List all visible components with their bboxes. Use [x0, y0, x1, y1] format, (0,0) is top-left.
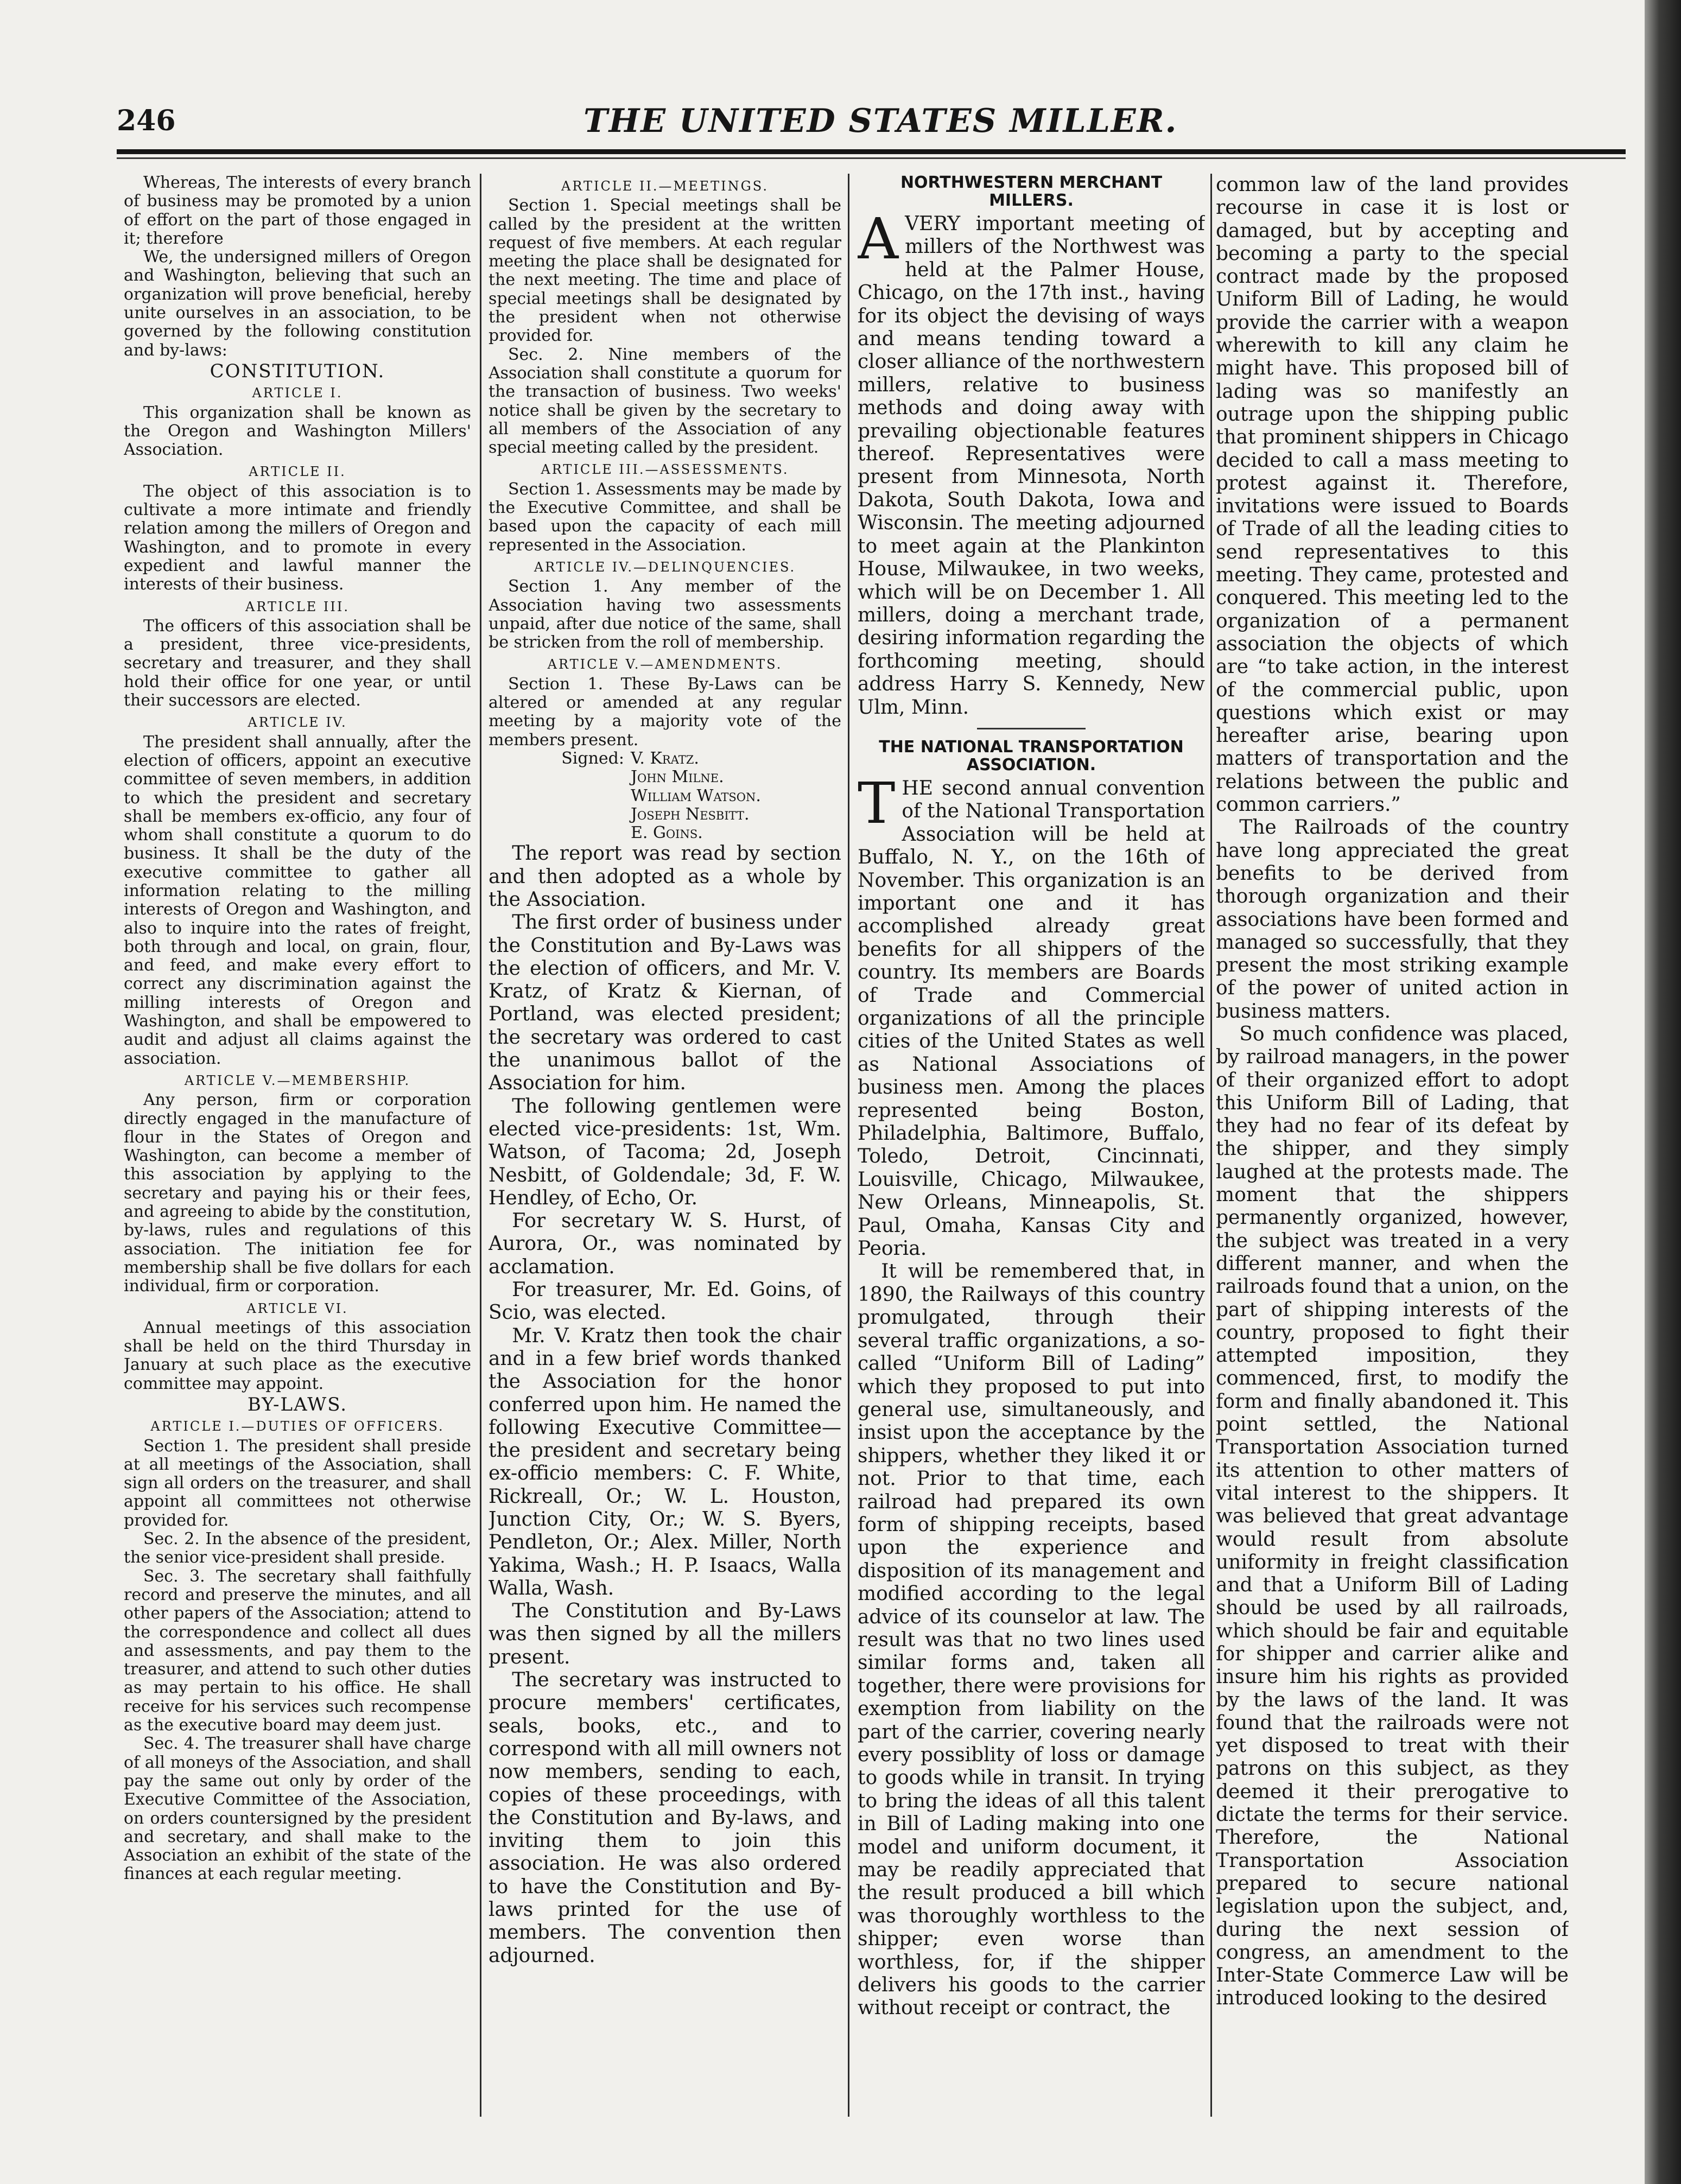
- heading-amendments: ARTICLE V.—AMENDMENTS.: [547, 657, 783, 672]
- paragraph-nta-2: It will be remembered that, in 1890, the Railways of this country promulgated, through their several traffic organizations, a so-called “Uniform Bill of Lading” which they proposed to put into general use, simultaneously, and insist upon the acceptance by the shippers, whether they liked it or not. Prior to that time, each railroad had prepared its own form of shipping receipts, based upon the experience and disposition of its management and modified according to the legal advice of its counselor at law. The result was that no two lines used similar forms and, taken all together, there were provisions for exemption from liability on the part of the carrier, covering nearly every possiblity of loss or damage to goods while in transit. In trying to bring the ideas of all this talent in Bill of Lading making into one model and uniform document, it may be readily appreciated that the result produced a bill which was thoroughly worthless to the shipper; even worse than worthless, for, if the shipper delivers his goods to the carrier without receipt or contract, the: [858, 1260, 1205, 2020]
- column-3: [858, 174, 1205, 2133]
- drop-cap: T: [858, 770, 896, 836]
- signatures-block: [489, 750, 841, 842]
- signer-name: Joseph Nesbitt.: [631, 804, 750, 824]
- page-number: 246: [117, 104, 176, 137]
- heading-article-4: ARTICLE IV.: [248, 715, 347, 731]
- heading-constitution: CONSTITUTION.: [210, 360, 385, 382]
- column-4: [1216, 174, 1569, 2133]
- paragraph-section-2: Sec. 2. In the absence of the president, the senior vice-president shall preside.: [124, 1529, 471, 1567]
- column-divider: [1210, 174, 1212, 2117]
- paragraph-vice-presidents: The following gentlemen were elected vice-presidents: 1st, Wm. Watson, of Tacoma; 2d, Joseph Nesbitt, of Goldendale; 3d, F. W. Hendley, of Echo, Or.: [489, 1095, 841, 1209]
- paragraph-nta-1: THE second annual convention of the National Transportation Association will be held at Buffalo, N. Y., on the 16th of November. This organization is an important one and it has accomplished already great benefits for all shippers of the country. Its members are Boards of Trade and Commercial organizations of all the principle cities of the United States as well as National Associations of business men. Among the places represented being Boston, Philadelphia, Baltimore, Buffalo, Toledo, Detroit, Cincinnati, Louisville, Chicago, Milwaukee, New Orleans, Minneapolis, St. Paul, Omaha, Kansas City and Peoria.: [858, 770, 1205, 1260]
- heading-article-3: ARTICLE III.: [245, 599, 350, 614]
- heading-northwestern-millers: NORTHWESTERN MERCHANT MILLERS.: [900, 174, 1163, 210]
- paragraph-secretary-instructed: The secretary was instructed to procure members' certificates, seals, books, etc., and to correspond with all mill owners not now members, sending to each, copies of these proceedings, with the Constitution and By-laws, and inviting them to join this association. He was also ordered to have the Constitution and By-laws printed for the use of members. The convention then adjourned.: [489, 1669, 841, 1967]
- section-rule: [977, 728, 1086, 729]
- paragraph-article-6: Annual meetings of this association shall be held on the third Thursday in January at such place as the executive committee may appoint.: [124, 1318, 471, 1393]
- paragraph-amendments: Section 1. These By-Laws can be altered or amended at any regular meeting by a majority vote of the members present.: [489, 674, 841, 750]
- signer-name: V. Kratz.: [631, 748, 699, 768]
- paragraph-common-law: common law of the land provides recourse in case it is lost or damaged, but by accepting and becoming a party to the special contract made by the proposed Uniform Bill of Lading, he would provide the carrier with a weapon wherewith to kill any claim he might have. This proposed bill of lading was so manifestly an outrage upon the shipping public that prominent shippers in Chicago decided to call a mass meeting to protest against it. Therefore, invitations were issued to Boards of Trade of all the leading cities to send representatives to this meeting. They came, protested and conquered. This meeting led to the organization of a permanent association the objects of which are “to take action, in the interest of the commercial public, upon questions which exist or may hereafter arise, bearing upon matters of transportation and the relations between the public and common carriers.”: [1216, 174, 1569, 816]
- paragraph-railroads: The Railroads of the country have long appreciated the great benefits to be derived from thorough organization and their associations have been formed and managed so successfully, that they present the most striking example of the power of united action in business matters.: [1216, 816, 1569, 1023]
- paragraph-constitution-signed: The Constitution and By-Laws was then signed by all the millers present.: [489, 1600, 841, 1668]
- heading-article-1: ARTICLE I.: [252, 385, 343, 401]
- paragraph-article-1: This organization shall be known as the Oregon and Washington Millers' Association.: [124, 403, 471, 460]
- signer-name: William Watson.: [631, 786, 761, 805]
- header-rule: [117, 149, 1626, 154]
- paragraph-article-4: The president shall annually, after the election of officers, appoint an executive committee of seven members, in addition to which the president and secretary shall be members ex-officio, any four of whom shall constitute a quorum to do business. It shall be the duty of the executive committee to gather all information relating to the milling interests of Oregon and Washington, and also to inquire into the rates of freight, both through and local, on grain, flour, and feed, and make every effort to correct any discrimination against the milling interests of Oregon and Washington, and shall be empowered to audit and adjust all claims against the association.: [124, 732, 471, 1068]
- heading-assessments: ARTICLE III.—ASSESSMENTS.: [541, 462, 789, 478]
- paragraph-article-5: Any person, firm or corporation directly engaged in the manufacture of flour in the States of Oregon and Washington, can become a member of this association by applying to the secretary and paying his or their fees, and agreeing to abide by the constitution, by-laws, rules and regulations of this association. The initiation fee for membership shall be five dollars for each individual, firm or corporation.: [124, 1090, 471, 1296]
- masthead-title: THE UNITED STATES MILLER.: [583, 102, 1178, 140]
- paragraph-first-order: The first order of business under the Constitution and By-Laws was the election of officers, and Mr. V. Kratz, of Kratz & Kiernan, of Portland, was elected president; the secretary was ordered to cast the unanimous ballot of the Association for him.: [489, 911, 841, 1095]
- paragraph-whereas: Whereas, The interests of every branch of business may be promoted by a union of effort on the part of those engaged in it; therefore: [124, 174, 471, 248]
- signer-name: John Milne.: [631, 767, 724, 787]
- paragraph-section-1: Section 1. The president shall preside at all meetings of the Association, shall sign all orders on the treasurer, and shall appoint all committees not otherwise provided for.: [124, 1436, 471, 1530]
- paragraph-treasurer: For treasurer, Mr. Ed. Goins, of Scio, was elected.: [489, 1279, 841, 1324]
- paragraph-assessments: Section 1. Assessments may be made by the Executive Committee, and shall be based upon the capacity of each mill represented in the Association.: [489, 479, 841, 555]
- paragraph-we-undersigned: We, the undersigned millers of Oregon and Washington, believing that such an organization will prove beneficial, hereby unite ourselves in an association, to be governed by the following constitution and by-laws:: [124, 247, 471, 360]
- header-rule-thin: [117, 157, 1626, 159]
- paragraph-article-3: The officers of this association shall be a president, three vice-presidents, secretary and treasurer, and they shall hold their office for one year, or until their successors are elected.: [124, 616, 471, 710]
- paragraph-section-3: Sec. 3. The secretary shall faithfully record and preserve the minutes, and all other papers of the Association; attend to the correspondence and collect all dues and assessments, and pay them to the treasurer, and attend to such other duties as may pertain to his office. He shall receive for his services such recompense as the executive board may deem just.: [124, 1566, 471, 1735]
- paragraph-executive-committee: Mr. V. Kratz then took the chair and in a few brief words thanked the Association for the honor conferred upon him. He named the following Executive Committee—the president and secretary being ex-officio members: C. F. White, Rickreall, Or.; W. L. Houston, Junction City, Or.; W. S. Byers, Pendleton, Or.; Alex. Miller, North Yakima, Wash.; H. P. Isaacs, Walla Walla, Wash.: [489, 1324, 841, 1599]
- column-2: [489, 174, 841, 2133]
- column-divider: [848, 174, 849, 2117]
- paragraph-report: The report was read by section and then adopted as a whole by the Association.: [489, 842, 841, 911]
- heading-delinquencies: ARTICLE IV.—DELINQUENCIES.: [534, 559, 796, 575]
- heading-national-transportation: THE NATIONAL TRANSPORTATION ASSOCIATION.: [879, 737, 1184, 774]
- heading-article-5-membership: ARTICLE V.—MEMBERSHIP.: [184, 1072, 411, 1088]
- paragraph-confidence: So much confidence was placed, by railroad managers, in the power of their organized effort to adopt this Uniform Bill of Lading, that they had no fear of its defeat by the shipper, and they simply laughed at the protests made. The moment that the shippers permanently organized, however, the subject was treated in a very different manner, and when the railroads found that a union, on the part of shipping interests of the country, proposed to fight their attempted imposition, they commenced, first, to modify the form and finally abandoned it. This point settled, the National Transportation Association turned its attention to other matters of vital interest to the shippers. It was believed that great advantage would result from absolute uniformity in freight classification and that a Uniform Bill of Lading should be used by all railroads, which should be fair and equitable for shipper and carrier alike and insure him his rights as provided by the laws of the land. It was found that the railroads were not yet disposed to treat with their patrons on this subject, as they deemed it their prerogative to dictate the terms for their service. Therefore, the National Transportation Association prepared to secure national legislation upon the subject, and, during the next session of congress, an amendment to the Inter-State Commerce Law will be introduced looking to the desired: [1216, 1023, 1569, 2010]
- column-divider: [480, 174, 481, 2117]
- paragraph-section-4: Sec. 4. The treasurer shall have charge of all moneys of the Association, and shall pay the same out only by order of the Executive Committee of the Association, on orders countersigned by the president and secretary, and shall make to the Association an exhibit of the state of the finances at each regular meeting.: [124, 1734, 471, 1884]
- paragraph-delinquencies: Section 1. Any member of the Association having two assessments unpaid, after due notice of the same, shall be stricken from the roll of membership.: [489, 577, 841, 652]
- signer-name: E. Goins.: [631, 823, 703, 843]
- paragraph-meetings-2: Sec. 2. Nine members of the Association shall constitute a quorum for the transaction of business. Two weeks' notice shall be given by the secretary to all members of the Association of any special meeting called by the president.: [489, 345, 841, 458]
- paragraph-article-2: The object of this association is to cultivate a more intimate and friendly relation among the millers of Oregon and Washington, and to promote in every expedient and lawful manner the interests of their business.: [124, 481, 471, 594]
- column-1: [124, 174, 471, 2133]
- heading-duties-of-officers: ARTICLE I.—DUTIES OF OFFICERS.: [150, 1419, 445, 1434]
- paragraph-northwestern: AVERY important meeting of millers of the Northwest was held at the Palmer House, Chicago, on the 17th inst., having for its object the devising of ways and means tending toward a closer alliance of the northwestern millers, relative to business methods and doing away with prevailing objectionable features thereof. Representatives were present from Minnesota, North Dakota, South Dakota, Iowa and Wisconsin. The meeting adjourned to meet again at the Plankinton House, Milwaukee, in two weeks, which will be on December 1. All millers, doing a merchant trade, desiring information regarding the forthcoming meeting, should address Harry S. Kennedy, New Ulm, Minn.: [858, 206, 1205, 719]
- page-header: [117, 98, 1626, 163]
- heading-meetings: ARTICLE II.—MEETINGS.: [561, 179, 769, 194]
- drop-cap: A: [858, 206, 899, 272]
- heading-article-6: ARTICLE VI.: [246, 1300, 348, 1316]
- scan-edge: [1645, 0, 1681, 2184]
- heading-bylaws: BY-LAWS.: [247, 1394, 348, 1415]
- paragraph-secretary: For secretary W. S. Hurst, of Aurora, Or., was nominated by acclamation.: [489, 1210, 841, 1278]
- signed-label: Signed:: [561, 748, 624, 768]
- paragraph-meetings-1: Section 1. Special meetings shall be called by the president at the written request of five members. At each regular meeting the place shall be designated for the next meeting. The time and place of special meetings shall be designated by the president when not otherwise provided for.: [489, 196, 841, 346]
- heading-article-2: ARTICLE II.: [249, 464, 346, 480]
